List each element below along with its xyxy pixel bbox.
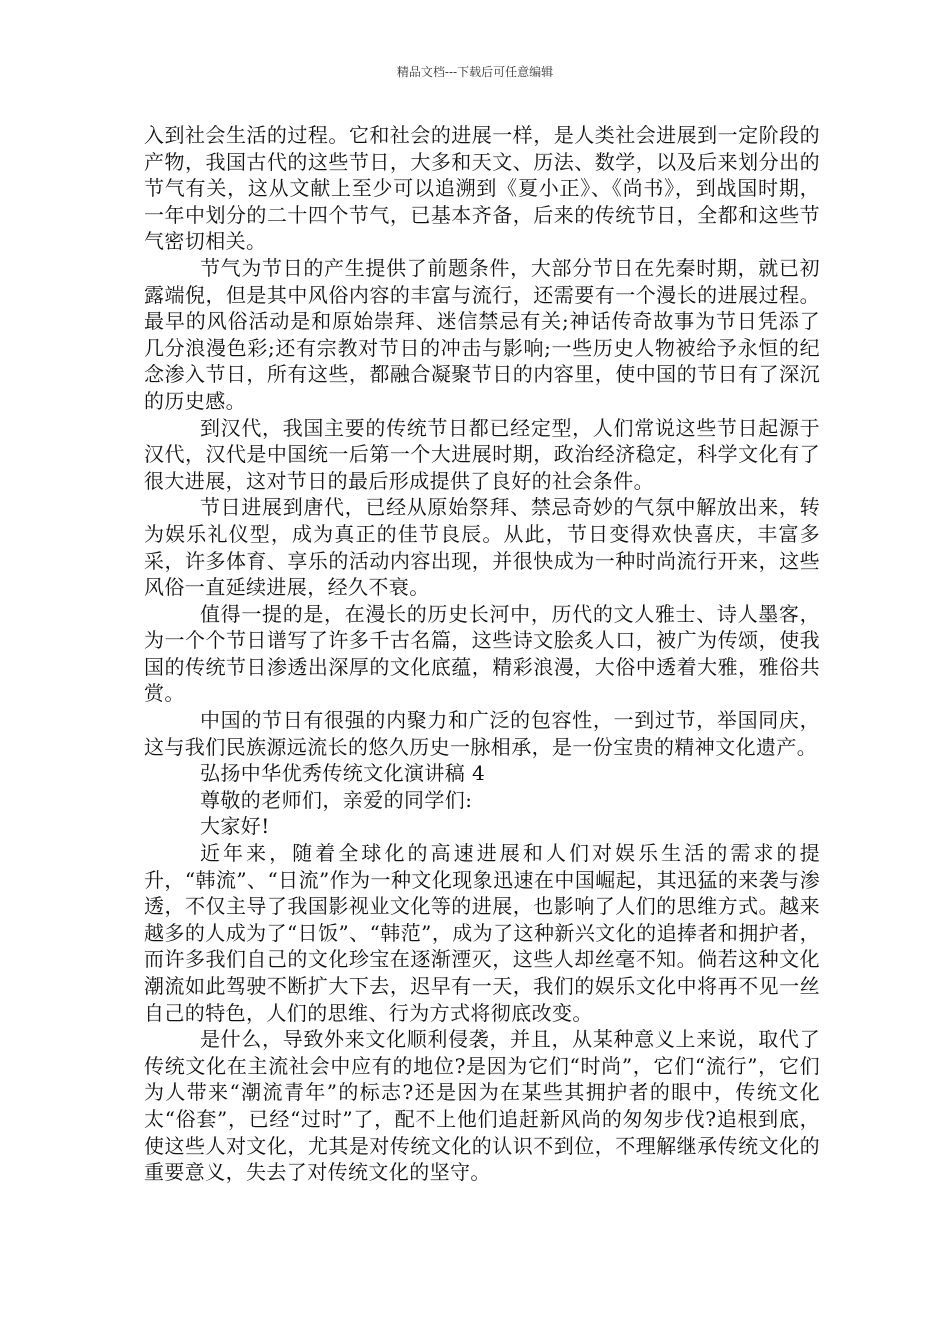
paragraph-5: 值得一提的是，在漫长的历史长河中，历代的文人雅士、诗人墨客，为一个个节日谱写了许多千古名篇，这些诗文脍炙人口，被广为传颂，使我国的传统节日渗透出深厚的文化底蕴，精彩浪漫，大俗中透着大雅，雅俗共赏。 bbox=[144, 601, 820, 706]
paragraph-8: 是什么，导致外来文化顺利侵袭，并且，从某种意义上来说，取代了传统文化在主流社会中应有的地位?是因为它们“时尚”，它们“流行”，它们为人带来“潮流青年”的标志?还是因为在某些其拥护者的眼中，传统文化太“俗套”，已经“过时”了，配不上他们追赶新风尚的匆匆步伐?追根到底，使这些人对文化，尤其是对传统文化的认识不到位，不理解继承传统文化的重要意义，失去了对传统文化的坚守。 bbox=[144, 1027, 820, 1185]
paragraph-4: 节日进展到唐代，已经从原始祭拜、禁忌奇妙的气氛中解放出来，转为娱乐礼仪型，成为真正的佳节良辰。从此，节日变得欢快喜庆，丰富多采，许多体育、享乐的活动内容出现，并很快成为一种时尚流行开来，这些风俗一直延续进展，经久不衰。 bbox=[144, 495, 820, 600]
greeting: 大家好! bbox=[200, 814, 270, 839]
salutation: 尊敬的老师们，亲爱的同学们: bbox=[200, 787, 473, 812]
paragraph-3: 到汉代，我国主要的传统节日都已经定型，人们常说这些节日起源于汉代，汉代是中国统一后第一个大进展时期，政治经济稳定，科学文化有了很大进展，这对节日的最后形成提供了良好的社会条件。 bbox=[144, 415, 820, 493]
paragraph-2: 节气为节日的产生提供了前题条件，大部分节日在先秦时期，就已初露端倪，但是其中风俗内容的丰富与流行，还需要有一个漫长的进展过程。最早的风俗活动是和原始崇拜、迷信禁忌有关;神话传奇故事为节日凭添了几分浪漫色彩;还有宗教对节日的冲击与影响;一些历史人物被给予永恒的纪念渗入节日，所有这些，都融合凝聚节日的内容里，使中国的节日有了深沉的历史感。 bbox=[144, 255, 820, 413]
page-header: 精品文档---下载后可任意编辑 bbox=[396, 65, 554, 79]
paragraph-6: 中国的节日有很强的内聚力和广泛的包容性，一到过节，举国同庆，这与我们民族源远流长的悠久历史一脉相承，是一份宝贵的精神文化遗产。 bbox=[144, 708, 820, 759]
paragraph-1: 入到社会生活的过程。它和社会的进展一样，是人类社会进展到一定阶段的产物，我国古代的这些节日，大多和天文、历法、数学，以及后来划分出的节气有关，这从文献上至少可以追溯到《夏小正》、《尚书》，到战国时期，一年中划分的二十四个节气，已基本齐备，后来的传统节日，全都和这些节气密切相关。 bbox=[144, 123, 820, 254]
section-title: 弘扬中华优秀传统文化演讲稿 4 bbox=[200, 761, 486, 786]
document-body bbox=[144, 122, 820, 1186]
paragraph-7: 近年来，随着全球化的高速进展和人们对娱乐生活的需求的提升，“韩流”、“日流”作为一种文化现象迅速在中国崛起，其迅猛的来袭与渗透，不仅主导了我国影视业文化等的进展，也影响了人们的思维方式。越来越多的人成为了“日饭”、“韩范”，成为了这种新兴文化的追捧者和拥护者，而许多我们自己的文化珍宝在逐渐湮灭，这些人却丝毫不知。倘若这种文化潮流如此驾驶不断扩大下去，迟早有一天，我们的娱乐文化中将再不见一丝自己的特色，人们的思维、行为方式将彻底改变。 bbox=[144, 841, 820, 1025]
